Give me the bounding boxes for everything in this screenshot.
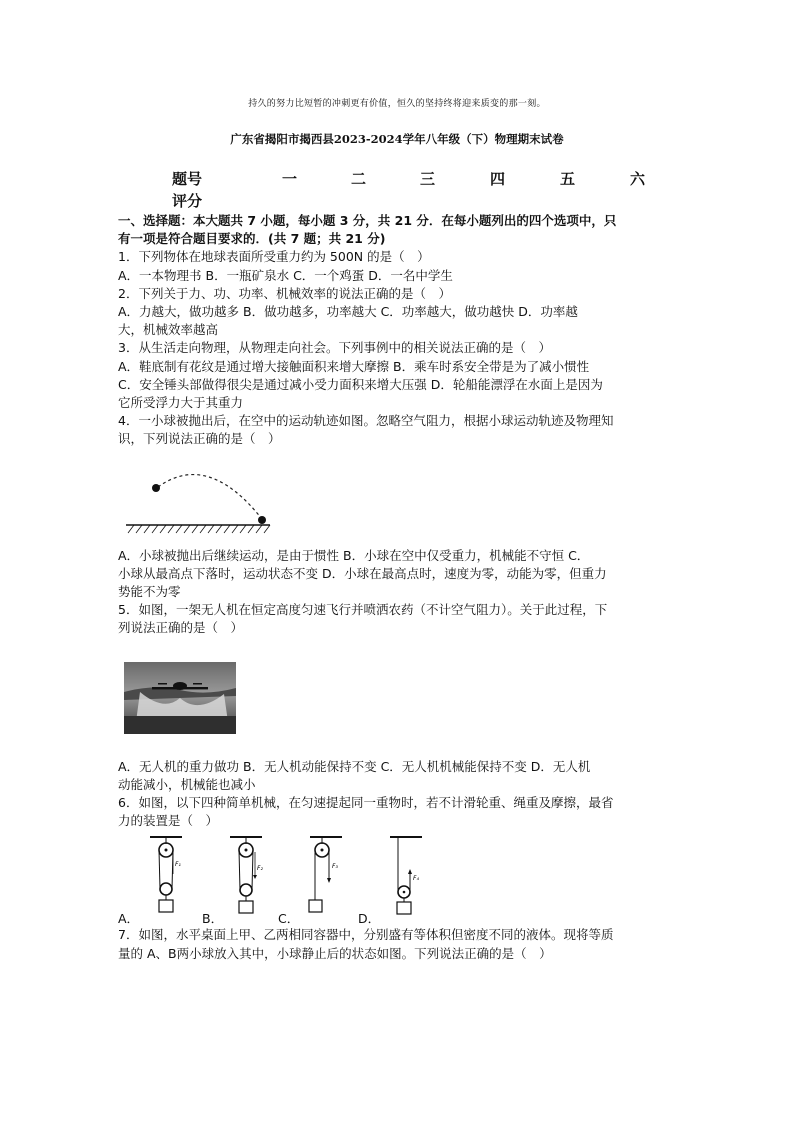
q5-options-1: A．无人机的重力做功 B．无人机动能保持不变 C．无人机机械能保持不变 D．无人机 (118, 758, 591, 774)
ground-hatching (128, 525, 270, 533)
trajectory-path (158, 474, 262, 518)
section-heading-2: 有一项是符合题目要求的．(共 7 题；共 21 分) (118, 231, 386, 247)
drone-rotor-right (193, 683, 202, 685)
pulley-system-c (306, 834, 346, 924)
pulley-system-a (146, 834, 186, 924)
drone-rotor-left (158, 683, 167, 685)
pulley-system-b (226, 834, 266, 924)
ball-start (152, 484, 160, 492)
q4-options-2: 小球从最高点下落时，运动状态不变 D．小球在最高点时，速度为零，动能为零，但重力 (118, 565, 607, 581)
q3-options-2: C．安全锤头部做得很尖是通过减小受力面积来增大压强 D．轮船能漂浮在水面上是因为 (118, 376, 603, 392)
q3-options-1: A．鞋底制有花纹是通过增大接触面积来增大摩擦 B．乘车时系安全带是为了减小惯性 (118, 358, 590, 374)
q7-stem-2: 量的 A、B两小球放入其中，小球静止后的状态如图。下列说法正确的是（ ） (118, 945, 552, 961)
score-col-5: 五 (560, 170, 576, 188)
q4-options-3: 势能不为零 (118, 584, 181, 600)
q1-stem: 1．下列物体在地球表面所受重力约为 500N 的是（ ） (118, 249, 430, 265)
section-heading-1: 一、选择题：本大题共 7 小题，每小题 3 分，共 21 分．在每小题列出的四个选项中，只 (118, 213, 617, 228)
q5-options-2: 动能减小，机械能也减小 (118, 776, 256, 792)
q3-options-3: 它所受浮力大于其重力 (118, 395, 244, 411)
q2-stem: 2．下列关于力、功、功率、机械效率的说法正确的是（ ） (118, 285, 451, 301)
q2-options-1: A．力越大，做功越多 B．做功越多，功率越大 C．功率越大，做功越快 D．功率越 (118, 304, 578, 320)
q5-stem-1: 5．如图，一架无人机在恒定高度匀速飞行并喷洒农药（不计空气阻力）。关于此过程，下 (118, 602, 608, 618)
force-label-d: F₄ (413, 875, 419, 883)
q6-stem-1: 6．如图，以下四种简单机械，在匀速提起同一重物时，若不计滑轮重、绳重及摩擦，最省 (118, 795, 614, 811)
q4-stem-2: 识，下列说法正确的是（ ） (118, 431, 281, 447)
page-motto: 持久的努力比短暂的冲刺更有价值，恒久的坚持终将迎来质变的那一刻。 (248, 99, 546, 109)
pulley-label-b: B． (202, 911, 224, 927)
pulley-label-d: D． (358, 911, 381, 927)
pulley-label-a: A． (118, 911, 140, 927)
score-row-label: 评分 (172, 192, 203, 210)
q4-options-1: A．小球被抛出后继续运动，是由于惯性 B．小球在空中仅受重力，机械能不守恒 C． (118, 547, 590, 563)
q7-stem-1: 7．如图，水平桌面上甲、乙两相同容器中，分别盛有等体积但密度不同的液体。现将等质 (118, 927, 614, 943)
q6-stem-2: 力的装置是（ ） (118, 813, 219, 829)
score-col-6: 六 (630, 170, 646, 188)
score-col-2: 二 (351, 170, 367, 188)
pulley-system-d (386, 834, 426, 924)
force-label-a: F₁ (175, 861, 181, 869)
drone-body (173, 682, 187, 690)
force-label-b: F₂ (257, 865, 263, 873)
score-col-4: 四 (490, 170, 506, 188)
pulley-label-c: C． (278, 911, 300, 927)
score-table-header (172, 168, 662, 188)
score-col-3: 三 (420, 170, 436, 188)
projectile-trajectory-figure (122, 463, 272, 535)
q4-stem-1: 4．一小球被抛出后，在空中的运动轨迹如图。忽略空气阻力，根据小球运动轨迹及物理知 (118, 413, 614, 429)
force-label-c: F₃ (332, 863, 338, 871)
drone-spraying-photo (124, 662, 236, 734)
exam-title: 广东省揭阳市揭西县2023-2024学年八年级（下）物理期末试卷 (230, 132, 564, 146)
score-table-label: 题号 (172, 170, 203, 188)
q1-options: A．一本物理书 B．一瓶矿泉水 C．一个鸡蛋 D．一名中学生 (118, 267, 453, 283)
q2-options-2: 大，机械效率越高 (118, 322, 219, 338)
crop-field (124, 716, 236, 734)
q5-stem-2: 列说法正确的是（ ） (118, 620, 244, 636)
question-content (118, 212, 678, 963)
q3-stem: 3．从生活走向物理，从物理走向社会。下列事例中的相关说法正确的是（ ） (118, 340, 551, 356)
ball-end (258, 516, 266, 524)
pulley-figures (118, 834, 678, 926)
score-col-1: 一 (282, 170, 298, 188)
